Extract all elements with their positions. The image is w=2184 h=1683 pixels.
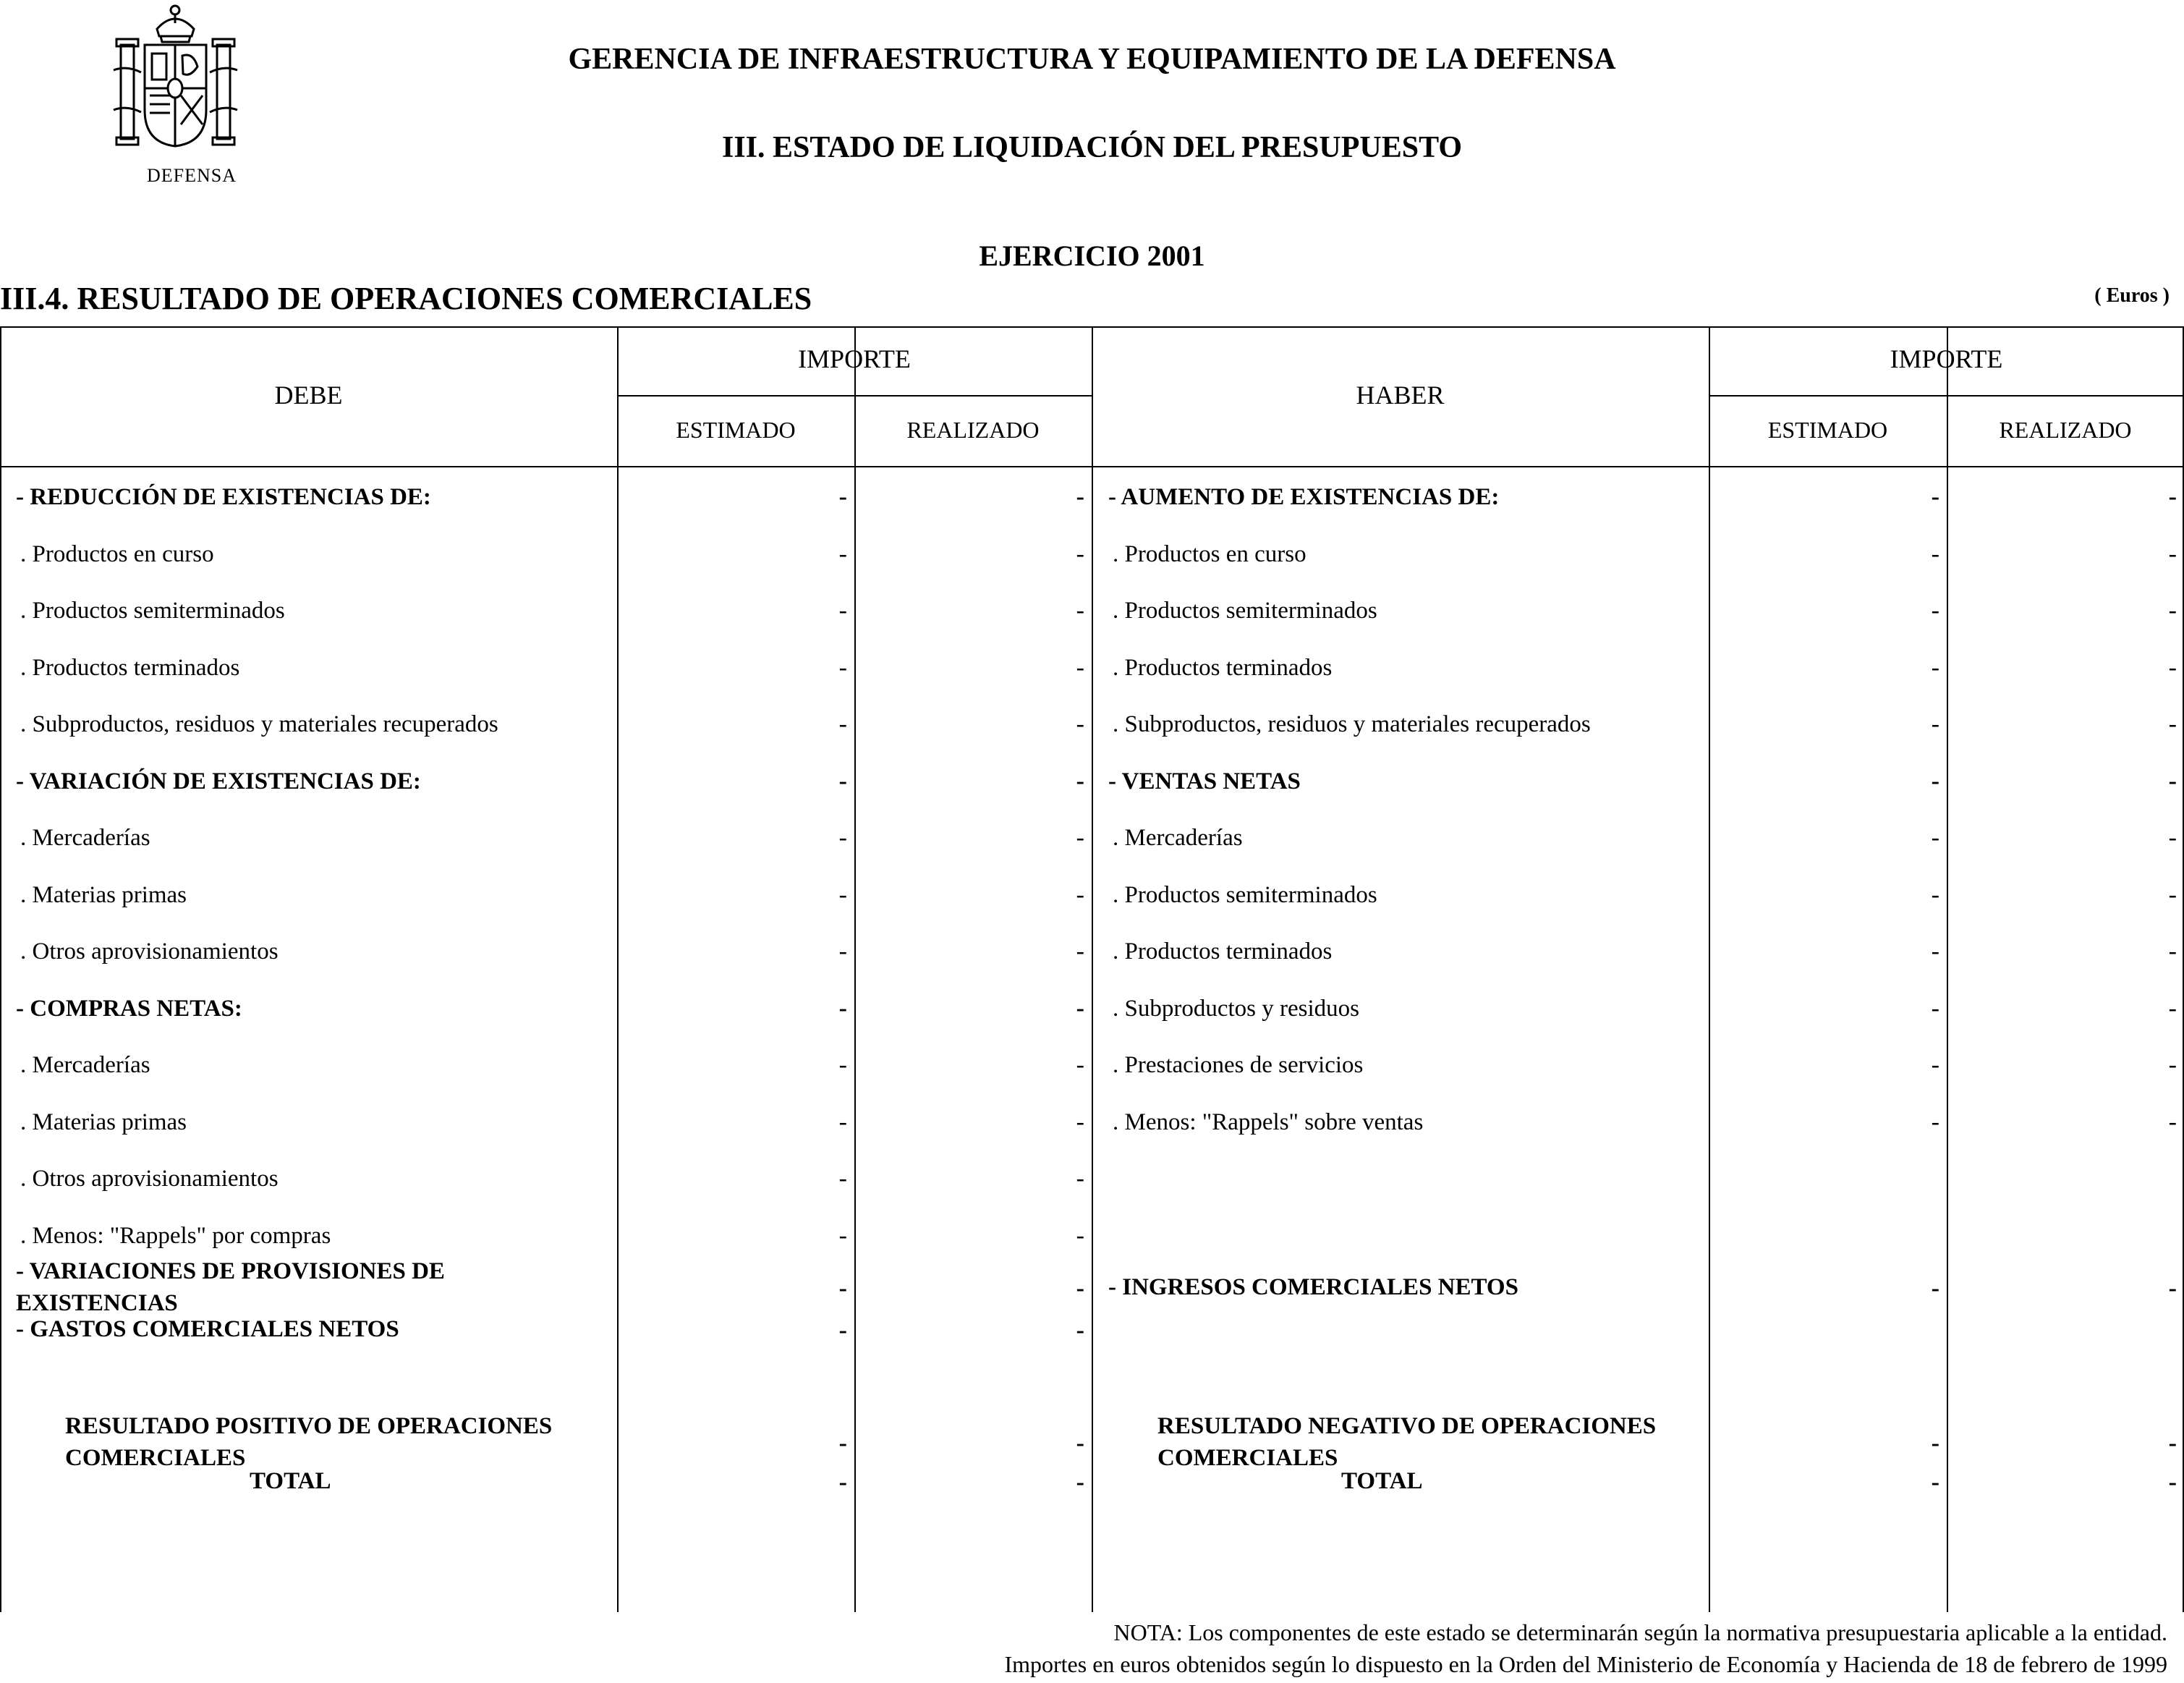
- haber-row-label: . Menos: "Rappels" sobre ventas: [1113, 1109, 1424, 1135]
- col-divider: [617, 328, 619, 1612]
- haber-row-label: . Productos en curso: [1113, 541, 1306, 567]
- debe-header: DEBE: [274, 381, 343, 410]
- haber-estimado-value: -: [1931, 711, 1939, 737]
- debe-realizado-value: -: [1076, 654, 1084, 681]
- haber-estimado-value: -: [1931, 1051, 1939, 1078]
- col-divider: [1947, 328, 1948, 1612]
- haber-estimado-value: -: [1931, 768, 1939, 794]
- ingresos-estimado: -: [1931, 1275, 1939, 1302]
- importe-header-debe: IMPORTE: [798, 344, 911, 373]
- haber-header: HABER: [1356, 381, 1445, 410]
- haber-realizado-value: -: [2168, 995, 2177, 1022]
- debe-estimado-value: -: [838, 938, 847, 965]
- haber-realizado-value: -: [2168, 654, 2177, 681]
- haber-estimado-value: -: [1931, 597, 1939, 624]
- debe-row-label: . Mercaderías: [20, 825, 150, 851]
- debe-row-label: . Subproductos, residuos y materiales recuperados: [20, 711, 498, 737]
- total-debe-label: TOTAL: [250, 1468, 331, 1494]
- debe-row-label: . Productos terminados: [20, 655, 240, 681]
- resultado-positivo-estimado: -: [838, 1430, 847, 1457]
- logo-label: DEFENSA: [146, 165, 237, 186]
- haber-estimado-value: -: [1931, 654, 1939, 681]
- haber-estimado-value: -: [1931, 1108, 1939, 1135]
- debe-realizado-value: -: [1076, 711, 1084, 737]
- realizado-header-debe: REALIZADO: [906, 417, 1040, 443]
- note-line-1: NOTA: Los componentes de este estado se determinarán según la normativa presupuestaria aplicable a la entidad.: [1113, 1619, 2167, 1645]
- col-divider: [1709, 328, 1710, 1612]
- fiscal-year: EJERCICIO 2001: [979, 239, 1205, 272]
- debe-row-label: - REDUCCIÓN DE EXISTENCIAS DE:: [16, 484, 431, 510]
- debe-estimado-value: -: [838, 483, 847, 510]
- haber-row-label: - VENTAS NETAS: [1108, 768, 1301, 794]
- debe-estimado-value: -: [838, 768, 847, 794]
- debe-estimado-value: -: [838, 1165, 847, 1192]
- resultado-negativo-estimado: -: [1931, 1430, 1939, 1457]
- haber-estimado-value: -: [1931, 881, 1939, 908]
- gastos-estimado: -: [838, 1317, 847, 1344]
- estimado-header-debe: ESTIMADO: [676, 417, 796, 443]
- debe-realizado-value: -: [1076, 1165, 1084, 1192]
- haber-estimado-value: -: [1931, 483, 1939, 510]
- col-divider: [854, 328, 856, 1612]
- col-divider: [1092, 328, 1093, 1612]
- debe-row-label: . Materias primas: [20, 882, 187, 908]
- haber-realizado-value: -: [2168, 824, 2177, 851]
- haber-row-label: . Productos terminados: [1113, 655, 1333, 681]
- debe-row-label: . Menos: "Rappels" por compras: [20, 1223, 331, 1249]
- document-subtitle: III. ESTADO DE LIQUIDACIÓN DEL PRESUPUESTO: [721, 131, 1463, 164]
- debe-realizado-value: -: [1076, 995, 1084, 1022]
- ingresos-netos-label: - INGRESOS COMERCIALES NETOS: [1108, 1274, 1518, 1300]
- debe-row-label: . Otros aprovisionamientos: [20, 938, 279, 965]
- note-line-2: Importes en euros obtenidos según lo dispuesto en la Orden del Ministerio de Economía y Hacienda de 18 de febrero de 1999: [1004, 1651, 2167, 1677]
- haber-realizado-value: -: [2168, 1051, 2177, 1078]
- variaciones-estimado: -: [838, 1275, 847, 1302]
- debe-estimado-value: -: [838, 597, 847, 624]
- debe-estimado-value: -: [838, 1108, 847, 1135]
- table-border-left: [0, 328, 1, 1612]
- realizado-header-haber: REALIZADO: [1999, 417, 2132, 443]
- resultado-positivo-realizado: -: [1076, 1430, 1084, 1457]
- total-haber-label: TOTAL: [1341, 1468, 1423, 1494]
- haber-estimado-value: -: [1931, 995, 1939, 1022]
- haber-realizado-value: -: [2168, 1108, 2177, 1135]
- haber-row-label: . Subproductos y residuos: [1113, 996, 1359, 1022]
- total-debe-estimado: -: [838, 1469, 847, 1496]
- debe-estimado-value: -: [838, 540, 847, 567]
- header-rule: [1709, 395, 2184, 397]
- debe-realizado-value: -: [1076, 768, 1084, 794]
- debe-realizado-value: -: [1076, 540, 1084, 567]
- debe-row-label: . Productos en curso: [20, 541, 214, 567]
- variaciones-realizado: -: [1076, 1275, 1084, 1302]
- debe-estimado-value: -: [838, 995, 847, 1022]
- haber-row-label: . Productos terminados: [1113, 938, 1333, 965]
- debe-estimado-value: -: [838, 654, 847, 681]
- debe-realizado-value: -: [1076, 483, 1084, 510]
- units-label: ( Euros ): [2094, 284, 2170, 307]
- total-haber-realizado: -: [2168, 1469, 2177, 1496]
- haber-realizado-value: -: [2168, 881, 2177, 908]
- haber-realizado-value: -: [2168, 540, 2177, 567]
- resultado-negativo-label: RESULTADO NEGATIVO DE OPERACIONES COMERCIALES: [1157, 1413, 1657, 1471]
- debe-row-label: - COMPRAS NETAS:: [16, 996, 242, 1022]
- haber-realizado-value: -: [2168, 483, 2177, 510]
- total-haber-estimado: -: [1931, 1469, 1939, 1496]
- resultado-positivo-label: RESULTADO POSITIVO DE OPERACIONES COMERCIALES: [65, 1413, 553, 1471]
- debe-estimado-value: -: [838, 1051, 847, 1078]
- debe-row-label: - VARIACIÓN DE EXISTENCIAS DE:: [16, 768, 421, 794]
- total-debe-realizado: -: [1076, 1469, 1084, 1496]
- document-title: GERENCIA DE INFRAESTRUCTURA Y EQUIPAMIENTO DE LA DEFENSA: [568, 43, 1616, 76]
- debe-estimado-value: -: [838, 1222, 847, 1249]
- haber-estimado-value: -: [1931, 540, 1939, 567]
- haber-row-label: . Productos semiterminados: [1113, 882, 1377, 908]
- header-rule: [617, 395, 1092, 397]
- haber-estimado-value: -: [1931, 938, 1939, 965]
- haber-row-label: . Productos semiterminados: [1113, 598, 1377, 624]
- debe-realizado-value: -: [1076, 1051, 1084, 1078]
- importe-header-haber: IMPORTE: [1890, 344, 2003, 373]
- debe-row-label: . Materias primas: [20, 1109, 187, 1135]
- haber-realizado-value: -: [2168, 768, 2177, 794]
- haber-realizado-value: -: [2168, 597, 2177, 624]
- debe-realizado-value: -: [1076, 938, 1084, 965]
- haber-realizado-value: -: [2168, 938, 2177, 965]
- haber-realizado-value: -: [2168, 711, 2177, 737]
- debe-realizado-value: -: [1076, 824, 1084, 851]
- haber-row-label: . Mercaderías: [1113, 825, 1243, 851]
- debe-estimado-value: -: [838, 881, 847, 908]
- variaciones-provisiones-label: - VARIACIONES DE PROVISIONES DE EXISTENCIAS: [16, 1258, 445, 1316]
- debe-realizado-value: -: [1076, 597, 1084, 624]
- debe-row-label: . Mercaderías: [20, 1052, 150, 1078]
- debe-estimado-value: -: [838, 711, 847, 737]
- debe-realizado-value: -: [1076, 1108, 1084, 1135]
- haber-row-label: . Prestaciones de servicios: [1113, 1052, 1364, 1078]
- estimado-header-haber: ESTIMADO: [1767, 417, 1888, 443]
- ingresos-realizado: -: [2168, 1275, 2177, 1302]
- header-bottom-rule: [0, 466, 2184, 467]
- gastos-netos-label: - GASTOS COMERCIALES NETOS: [16, 1316, 399, 1342]
- resultado-negativo-realizado: -: [2168, 1430, 2177, 1457]
- haber-row-label: . Subproductos, residuos y materiales recuperados: [1113, 711, 1591, 737]
- debe-realizado-value: -: [1076, 881, 1084, 908]
- gastos-realizado: -: [1076, 1317, 1084, 1344]
- debe-estimado-value: -: [838, 824, 847, 851]
- section-title: III.4. RESULTADO DE OPERACIONES COMERCIALES: [0, 281, 812, 316]
- haber-row-label: - AUMENTO DE EXISTENCIAS DE:: [1108, 484, 1500, 510]
- debe-row-label: . Otros aprovisionamientos: [20, 1166, 279, 1192]
- debe-realizado-value: -: [1076, 1222, 1084, 1249]
- results-table: [0, 326, 2184, 1612]
- debe-row-label: . Productos semiterminados: [20, 598, 285, 624]
- haber-estimado-value: -: [1931, 824, 1939, 851]
